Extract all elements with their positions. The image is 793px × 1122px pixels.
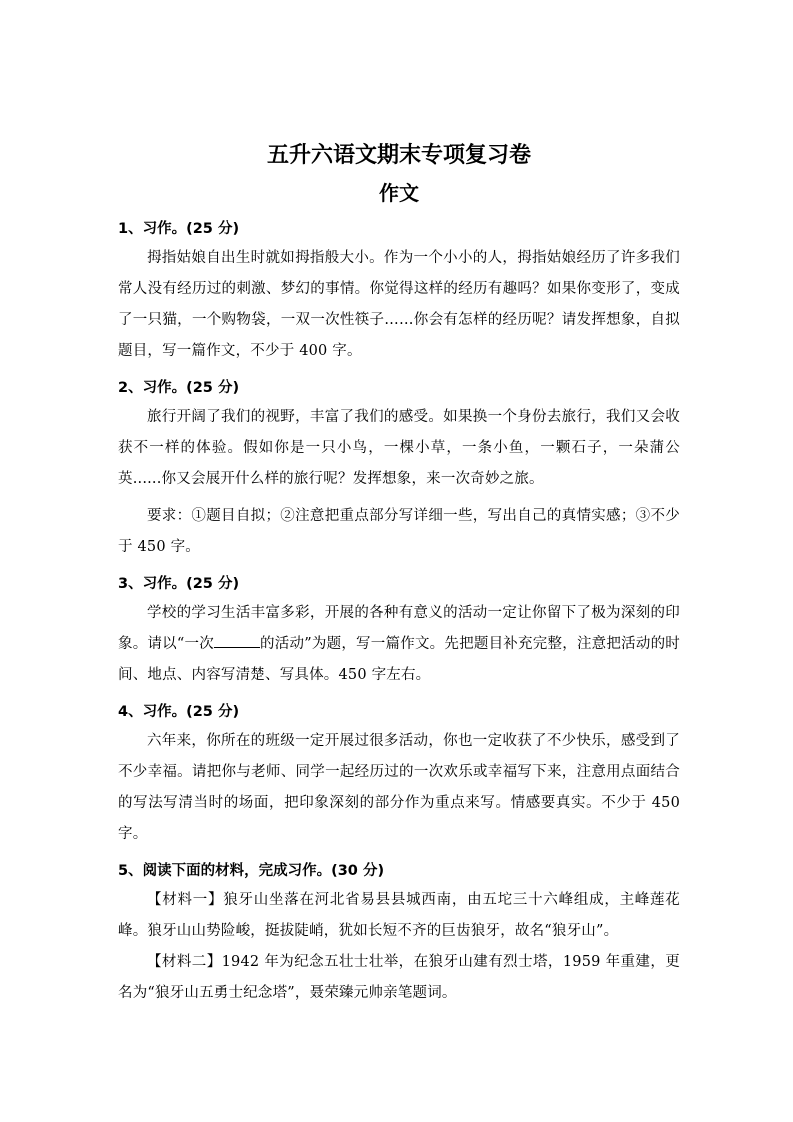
exam-page — [118, 140, 680, 1009]
question-1-heading: 1、习作。(25 分) — [118, 221, 240, 237]
question-5 — [118, 860, 680, 1009]
material-one: 【材料一】狼牙山坐落在河北省易县县城西南，由五坨三十六峰组成，主峰莲花峰。狼牙山山势险峻，挺拔陡峭，犹如长短不齐的巨齿狼牙，故名“狼牙山”。 — [118, 892, 680, 939]
question-2-requirements: 要求：①题目自拟；②注意把重点部分写详细一些，写出自己的真情实感；③不少于 450 字。 — [118, 508, 680, 555]
section-subtitle: 作文 — [379, 181, 419, 205]
fill-in-blank — [214, 633, 260, 648]
question-3-prompt-end: 的活动”为题，写一篇作文。先把题目补充完整，注意把活动的时间、地点、内容写清楚、写具体。450 字左右。 — [118, 636, 681, 683]
question-3-prompt — [118, 598, 680, 691]
question-3 — [118, 573, 680, 691]
question-4 — [118, 701, 680, 850]
page-title: 五升六语文期末专项复习卷 — [266, 143, 531, 168]
question-2 — [118, 377, 680, 563]
question-3-prompt-start: 学校的学习生活丰富多彩，开展的各种有意义的活动一定让你留下了极为深刻的印象。请以“一次 — [118, 605, 680, 652]
question-4-prompt: 六年来，你所在的班级一定开展过很多活动，你也一定收获了不少快乐，感受到了不少幸福。请把你与老师、同学一起经历过的一次欢乐或幸福写下来，注意用点面结合的写法写清当时的场面，把印象深刻的部分作为重点来写。情感要真实。不少于 450 字。 — [118, 733, 680, 842]
question-2-prompt: 旅行开阔了我们的视野，丰富了我们的感受。如果换一个身份去旅行，我们又会收获不一样的体验。假如你是一只小鸟，一棵小草，一条小鱼，一颗石子，一朵蒲公英......你又会展开什么样的旅行呢？发挥想象，来一次奇妙之旅。 — [118, 409, 680, 487]
question-4-heading: 4、习作。(25 分) — [118, 704, 240, 720]
question-1-prompt: 拇指姑娘自出生时就如拇指般大小。作为一个小小的人，拇指姑娘经历了许多我们常人没有经历过的刺激、梦幻的事情。你觉得这样的经历有趣吗？如果你变形了，变成了一只猫，一个购物袋，一双一次性筷子……你会有怎样的经历呢？请发挥想象，自拟题目，写一篇作文，不少于 400 字。 — [118, 250, 680, 359]
question-5-heading: 5、阅读下面的材料，完成习作。(30 分) — [118, 863, 385, 879]
material-two: 【材料二】1942 年为纪念五壮士壮举，在狼牙山建有烈士塔，1959 年重建，更名为“狼牙山五勇士纪念塔”，聂荣臻元帅亲笔题词。 — [118, 954, 680, 1001]
question-1 — [118, 218, 680, 367]
question-3-heading: 3、习作。(25 分) — [118, 576, 240, 592]
question-2-heading: 2、习作。(25 分) — [118, 380, 240, 396]
